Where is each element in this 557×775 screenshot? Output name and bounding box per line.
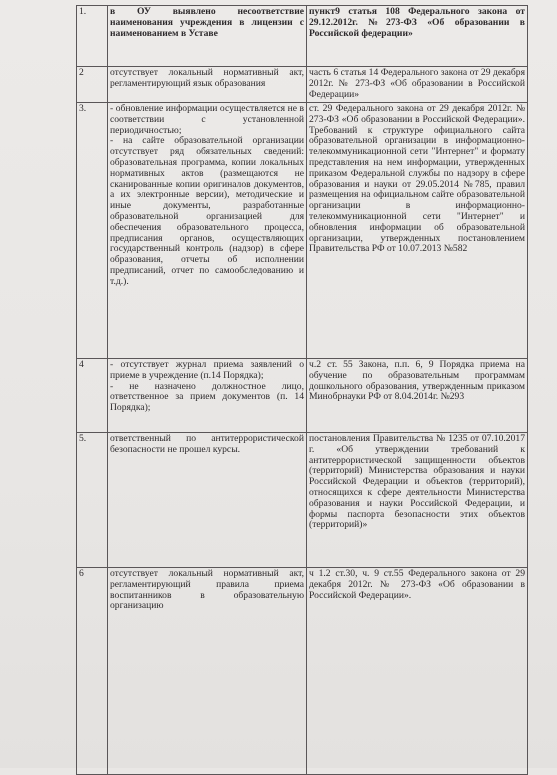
violation-text: ответственный по антитеррористической безопасности не прошел курсы. xyxy=(108,433,307,568)
row-number: 6 xyxy=(77,568,108,775)
violation-text: - отсутствует журнал приема заявлений о приеме в учреждение (п.14 Порядка); - не назначено должностное лицо, ответственное за прием документов (п. 14 Порядка); xyxy=(108,359,307,433)
table-row xyxy=(77,359,528,433)
violations-table xyxy=(76,5,528,775)
row-number: 2 xyxy=(77,67,108,103)
violation-text: в ОУ выявлено несоответствие наименования учреждения в лицензии с наименованием в Уставе xyxy=(108,6,307,67)
legal-basis-text: часть 6 статья 14 Федерального закона от 29 декабря 2012г. № 273-ФЗ «Об образовании в Российской Федерации» xyxy=(307,67,528,103)
row-number: 4 xyxy=(77,359,108,433)
table-row xyxy=(77,103,528,359)
violation-text: - обновление информации осуществляется не в соответствии с установленной периодичностью; - на сайте образовательной организации отсутствует ряд обязательных сведений: образовательная программа, копии локальных нормативных актов (размещаются не сканированные копии оригиналов документов, а их электронные версии), методические и иные документы, разработанные образовательной организацией для обеспечения образовательного процесса, предписания органов, осуществляющих государственный контроль (надзор) в сфере образования, отчеты об исполнении предписаний, отчет по самообследованию и т.д.). xyxy=(108,103,307,359)
legal-basis-text: ст. 29 Федерального закона от 29 декабря 2012г. № 273-ФЗ «Об образовании в Российской Федерации». Требований к структуре официального сайта образовательной организации в информационно-телекоммуникационной сети "Интернет" и формату представления на нем информации, утвержденных приказом Федеральной службы по надзору в сфере образования и науки от 29.05.2014 №785, правил размещения на официальном сайте образовательной организации в информационно-телекоммуникационной сети "Интернет" и обновления информации об образовательной организации, утвержденных постановлением Правительства РФ от 10.07.2013 №582 xyxy=(307,103,528,359)
table-row xyxy=(77,433,528,568)
table-row xyxy=(77,67,528,103)
table-row xyxy=(77,6,528,67)
row-number: 1. xyxy=(77,6,108,67)
legal-basis-text: ч 1.2 ст.30, ч. 9 ст.55 Федерального закона от 29 декабря 2012г. № 273-ФЗ «Об образовании в Российской Федерации». xyxy=(307,568,528,775)
violation-text: отсутствует локальный нормативный акт, регламентирующий язык образования xyxy=(108,67,307,103)
legal-basis-text: пункт9 статья 108 Федерального закона от 29.12.2012г. №273-ФЗ «Об образовании в Российской федерации» xyxy=(307,6,528,67)
row-number: 5. xyxy=(77,433,108,568)
legal-basis-text: ч.2 ст. 55 Закона, п.п. 6, 9 Порядка приема на обучение по образовательным программам дошкольного образования, утвержденным приказом Минобрнауки РФ от 8.04.2014г. №293 xyxy=(307,359,528,433)
row-number: 3. xyxy=(77,103,108,359)
table-row xyxy=(77,568,528,775)
violation-text: отсутствует локальный нормативный акт, регламентирующий правила приема воспитанников в образовательную организацию xyxy=(108,568,307,775)
legal-basis-text: постановления Правительства № 1235 от 07.10.2017 г. «Об утверждении требований к антитеррористической защищенности объектов (территорий) Министерства образования и науки Российской Федерации и объектов (территорий), относящихся к сфере деятельности Министерства образования и науки Российской Федерации, и формы паспорта безопасности этих объектов (территорий)» xyxy=(307,433,528,568)
